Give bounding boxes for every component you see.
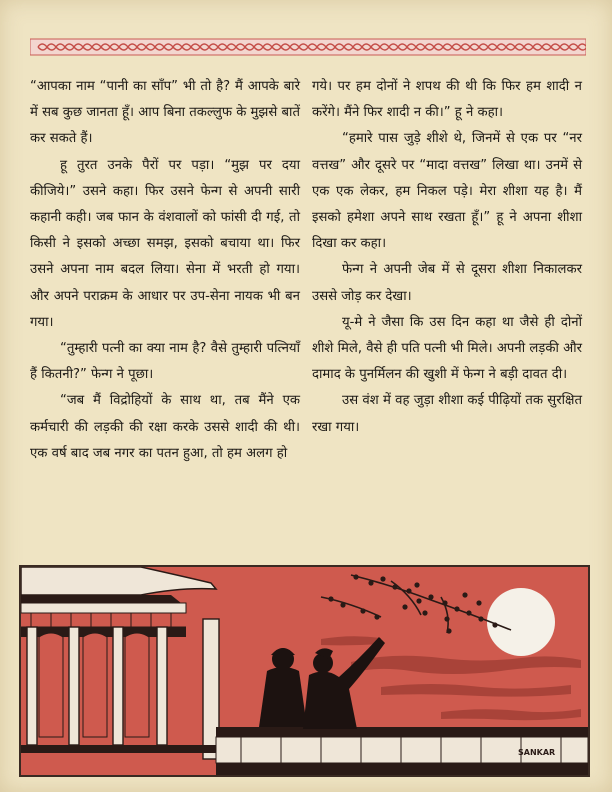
paragraph: “तुम्हारी पत्नी का क्या नाम है? वैसे तुम्हारी पत्नियाँ हैं कितनी?” फेन्ग ने पूछा। bbox=[30, 341, 300, 383]
moon bbox=[487, 588, 555, 656]
story-illustration bbox=[19, 565, 590, 777]
blossom bbox=[340, 602, 345, 607]
decorative-top-border bbox=[30, 36, 586, 58]
blossom bbox=[444, 616, 449, 621]
blossom bbox=[422, 610, 427, 615]
paragraph: यू-मे ने जैसा कि उस दिन कहा था जैसे ही दोनों शीशे मिले, वैसे ही पति पत्नी भी मिले। अपनी लड़की और दामाद के पुनर्मिलन की खुशी में फेन्ग ने बड़ी दावत दी। bbox=[312, 314, 582, 383]
illustration-scene bbox=[21, 567, 588, 775]
paragraph: “जब मैं विद्रोहियों के साथ था, तब मैंने एक कर्मचारी की लड़की की रक्षा करके उससे शादी की थी। एक वर्ष बाद जब नगर का पतन हुआ, तो हम अलग हो bbox=[30, 393, 300, 461]
blossom bbox=[406, 588, 411, 593]
blossom bbox=[442, 600, 447, 605]
paragraph: “हमारे पास जुड़े शीशे थे, जिनमें से एक पर “नर वत्तख” और दूसरे पर “मादा वत्तख” लिखा था। उनमें से एक एक लेकर, हम निकल पड़े। मेरा शीशा यह है। मैं इसको हमेशा अपने साथ रखता हूँ।” हू ने अपना शीशा दिखा कर कहा। bbox=[312, 131, 582, 252]
blossom bbox=[414, 582, 419, 587]
blossom bbox=[478, 616, 483, 621]
blossom bbox=[392, 584, 397, 589]
blossom bbox=[360, 608, 365, 613]
blossom bbox=[492, 622, 497, 627]
blossom bbox=[353, 574, 358, 579]
blossom bbox=[416, 598, 421, 603]
blossom bbox=[328, 596, 333, 601]
blossom bbox=[374, 614, 379, 619]
paragraph: गये। पर हम दोनों ने शपथ की थी कि फिर हम शादी न करेंगे। मैंने फिर शादी न की।” हू ने कहा। bbox=[312, 79, 582, 121]
blossom bbox=[476, 600, 481, 605]
blossom bbox=[368, 580, 373, 585]
blossom bbox=[446, 628, 451, 633]
blossom bbox=[380, 576, 385, 581]
text-column-left bbox=[30, 74, 300, 467]
blossom bbox=[454, 606, 459, 611]
paragraph: हू तुरत उनके पैरों पर पड़ा। “मुझ पर दया कीजिये।” उसने कहा। फिर उसने फेन्ग से अपनी सारी कहानी कही। जब फान के वंशवालों को फांसी दी गई, तो किसी ने इसको अच्छा समझ, इसको बचाया था। फिर उसने अपना नाम बदल लिया। सेना में भरती हो गया। और अपने पराक्रम के आधार पर उप-सेना नायक भी बन गया। bbox=[30, 157, 300, 330]
paragraph: उस वंश में वह जुड़ा शीशा कई पीढ़ियों तक सुरक्षित रखा गया। bbox=[312, 393, 582, 435]
paragraph: “आपका नाम “पानी का साँप” भी तो है? मैं आपके बारे में सब कुछ जानता हूँ। आप बिना तकल्लुफ के मुझसे बातें कर सकते हैं। bbox=[30, 79, 300, 147]
text-column-right bbox=[312, 74, 582, 441]
artist-signature: SANKAR bbox=[518, 748, 556, 757]
blossom bbox=[466, 610, 471, 615]
blossom bbox=[402, 604, 407, 609]
blossom bbox=[462, 592, 467, 597]
blossom bbox=[428, 594, 433, 599]
paragraph: फेन्ग ने अपनी जेब में से दूसरा शीशा निकालकर उससे जोड़ कर देखा। bbox=[312, 262, 582, 304]
